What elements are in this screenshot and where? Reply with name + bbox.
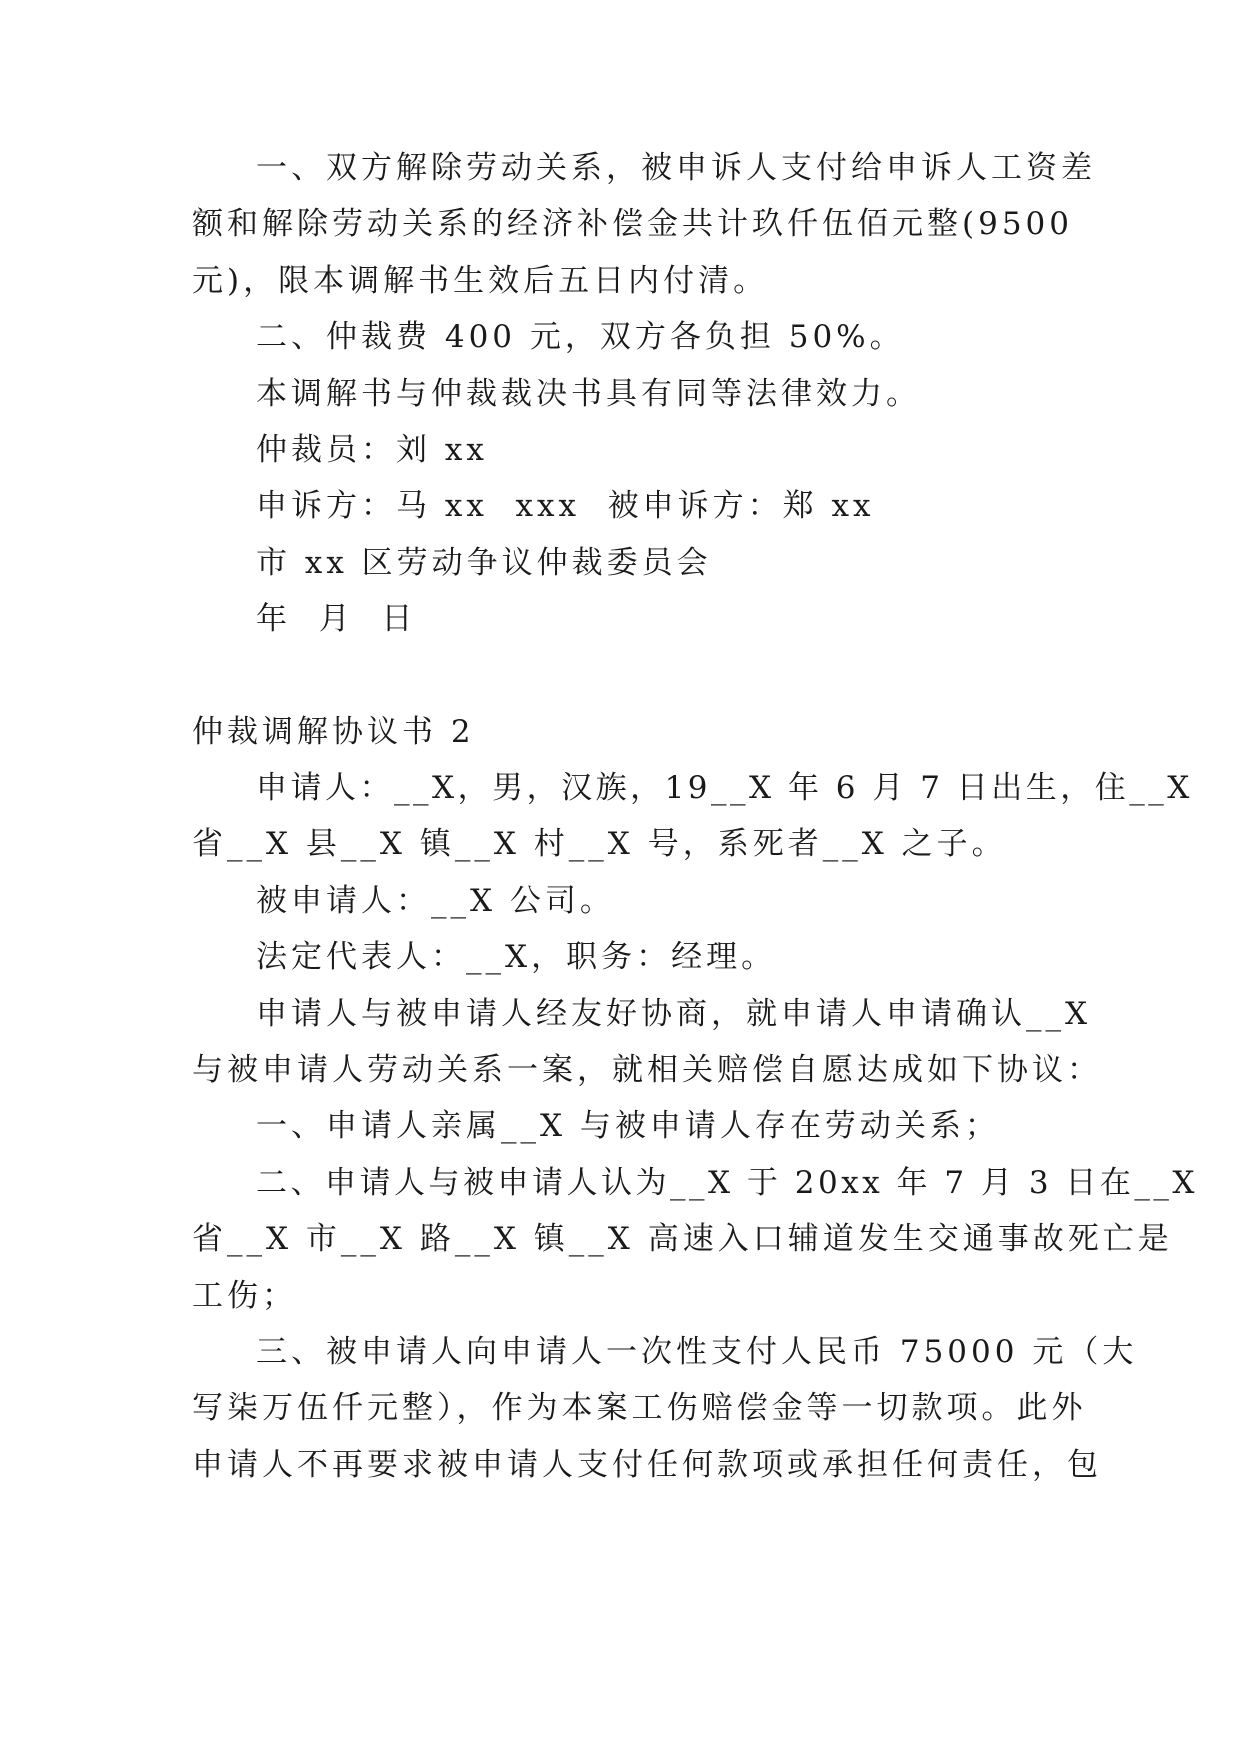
section-title: 仲裁调解协议书 2 (192, 714, 475, 750)
item1: 一、申请人亲属__X 与被申请人存在劳动关系； (256, 1108, 1000, 1144)
intro-line1: 申请人与被申请人经友好协商，就申请人申请确认__X (256, 996, 1092, 1032)
item3-line2: 写柒万伍仟元整），作为本案工伤赔偿金等一切款项。此外 (192, 1390, 1087, 1426)
intro-line2: 与被申请人劳动关系一案，就相关赔偿自愿达成如下协议： (192, 1052, 1102, 1088)
parties: 申诉方：马 xx xxx 被申诉方：郑 xx (256, 488, 875, 524)
clause1-line2: 额和解除劳动关系的经济补偿金共计玖仟伍佰元整(9500 (192, 206, 1073, 242)
legal-effect: 本调解书与仲裁裁决书具有同等法律效力。 (256, 376, 921, 412)
applicant-line1: 申请人：__X，男，汉族，19__X 年 6 月 7 日出生，住__X (256, 770, 1193, 806)
applicant-line2: 省__X 县__X 镇__X 村__X 号，系死者__X 之子。 (192, 826, 1007, 862)
clause1-line3: 元)，限本调解书生效后五日内付清。 (192, 263, 769, 299)
legal-representative: 法定代表人：__X，职务：经理。 (256, 939, 777, 975)
respondent: 被申请人：__X 公司。 (256, 883, 615, 919)
committee: 市 xx 区劳动争议仲裁委员会 (256, 545, 712, 581)
item2-line2: 省__X 市__X 路__X 镇__X 高速入口辅道发生交通事故死亡是 (192, 1221, 1173, 1257)
date-line: 年 月 日 (256, 601, 417, 637)
item3-line3: 申请人不再要求被申请人支付任何款项或承担任何责任，包 (192, 1447, 1102, 1483)
item2-line3: 工伤； (192, 1278, 297, 1314)
item2-line1: 二、申请人与被申请人认为__X 于 20xx 年 7 月 3 日在__X (256, 1165, 1198, 1201)
arbitrator: 仲裁员：刘 xx (256, 432, 488, 468)
clause2: 二、仲裁费 400 元，双方各负担 50%。 (256, 319, 905, 355)
item3-line1: 三、被申请人向申请人一次性支付人民币 75000 元（大 (256, 1334, 1138, 1370)
clause1-line1: 一、双方解除劳动关系，被申诉人支付给申诉人工资差 (256, 150, 1096, 186)
